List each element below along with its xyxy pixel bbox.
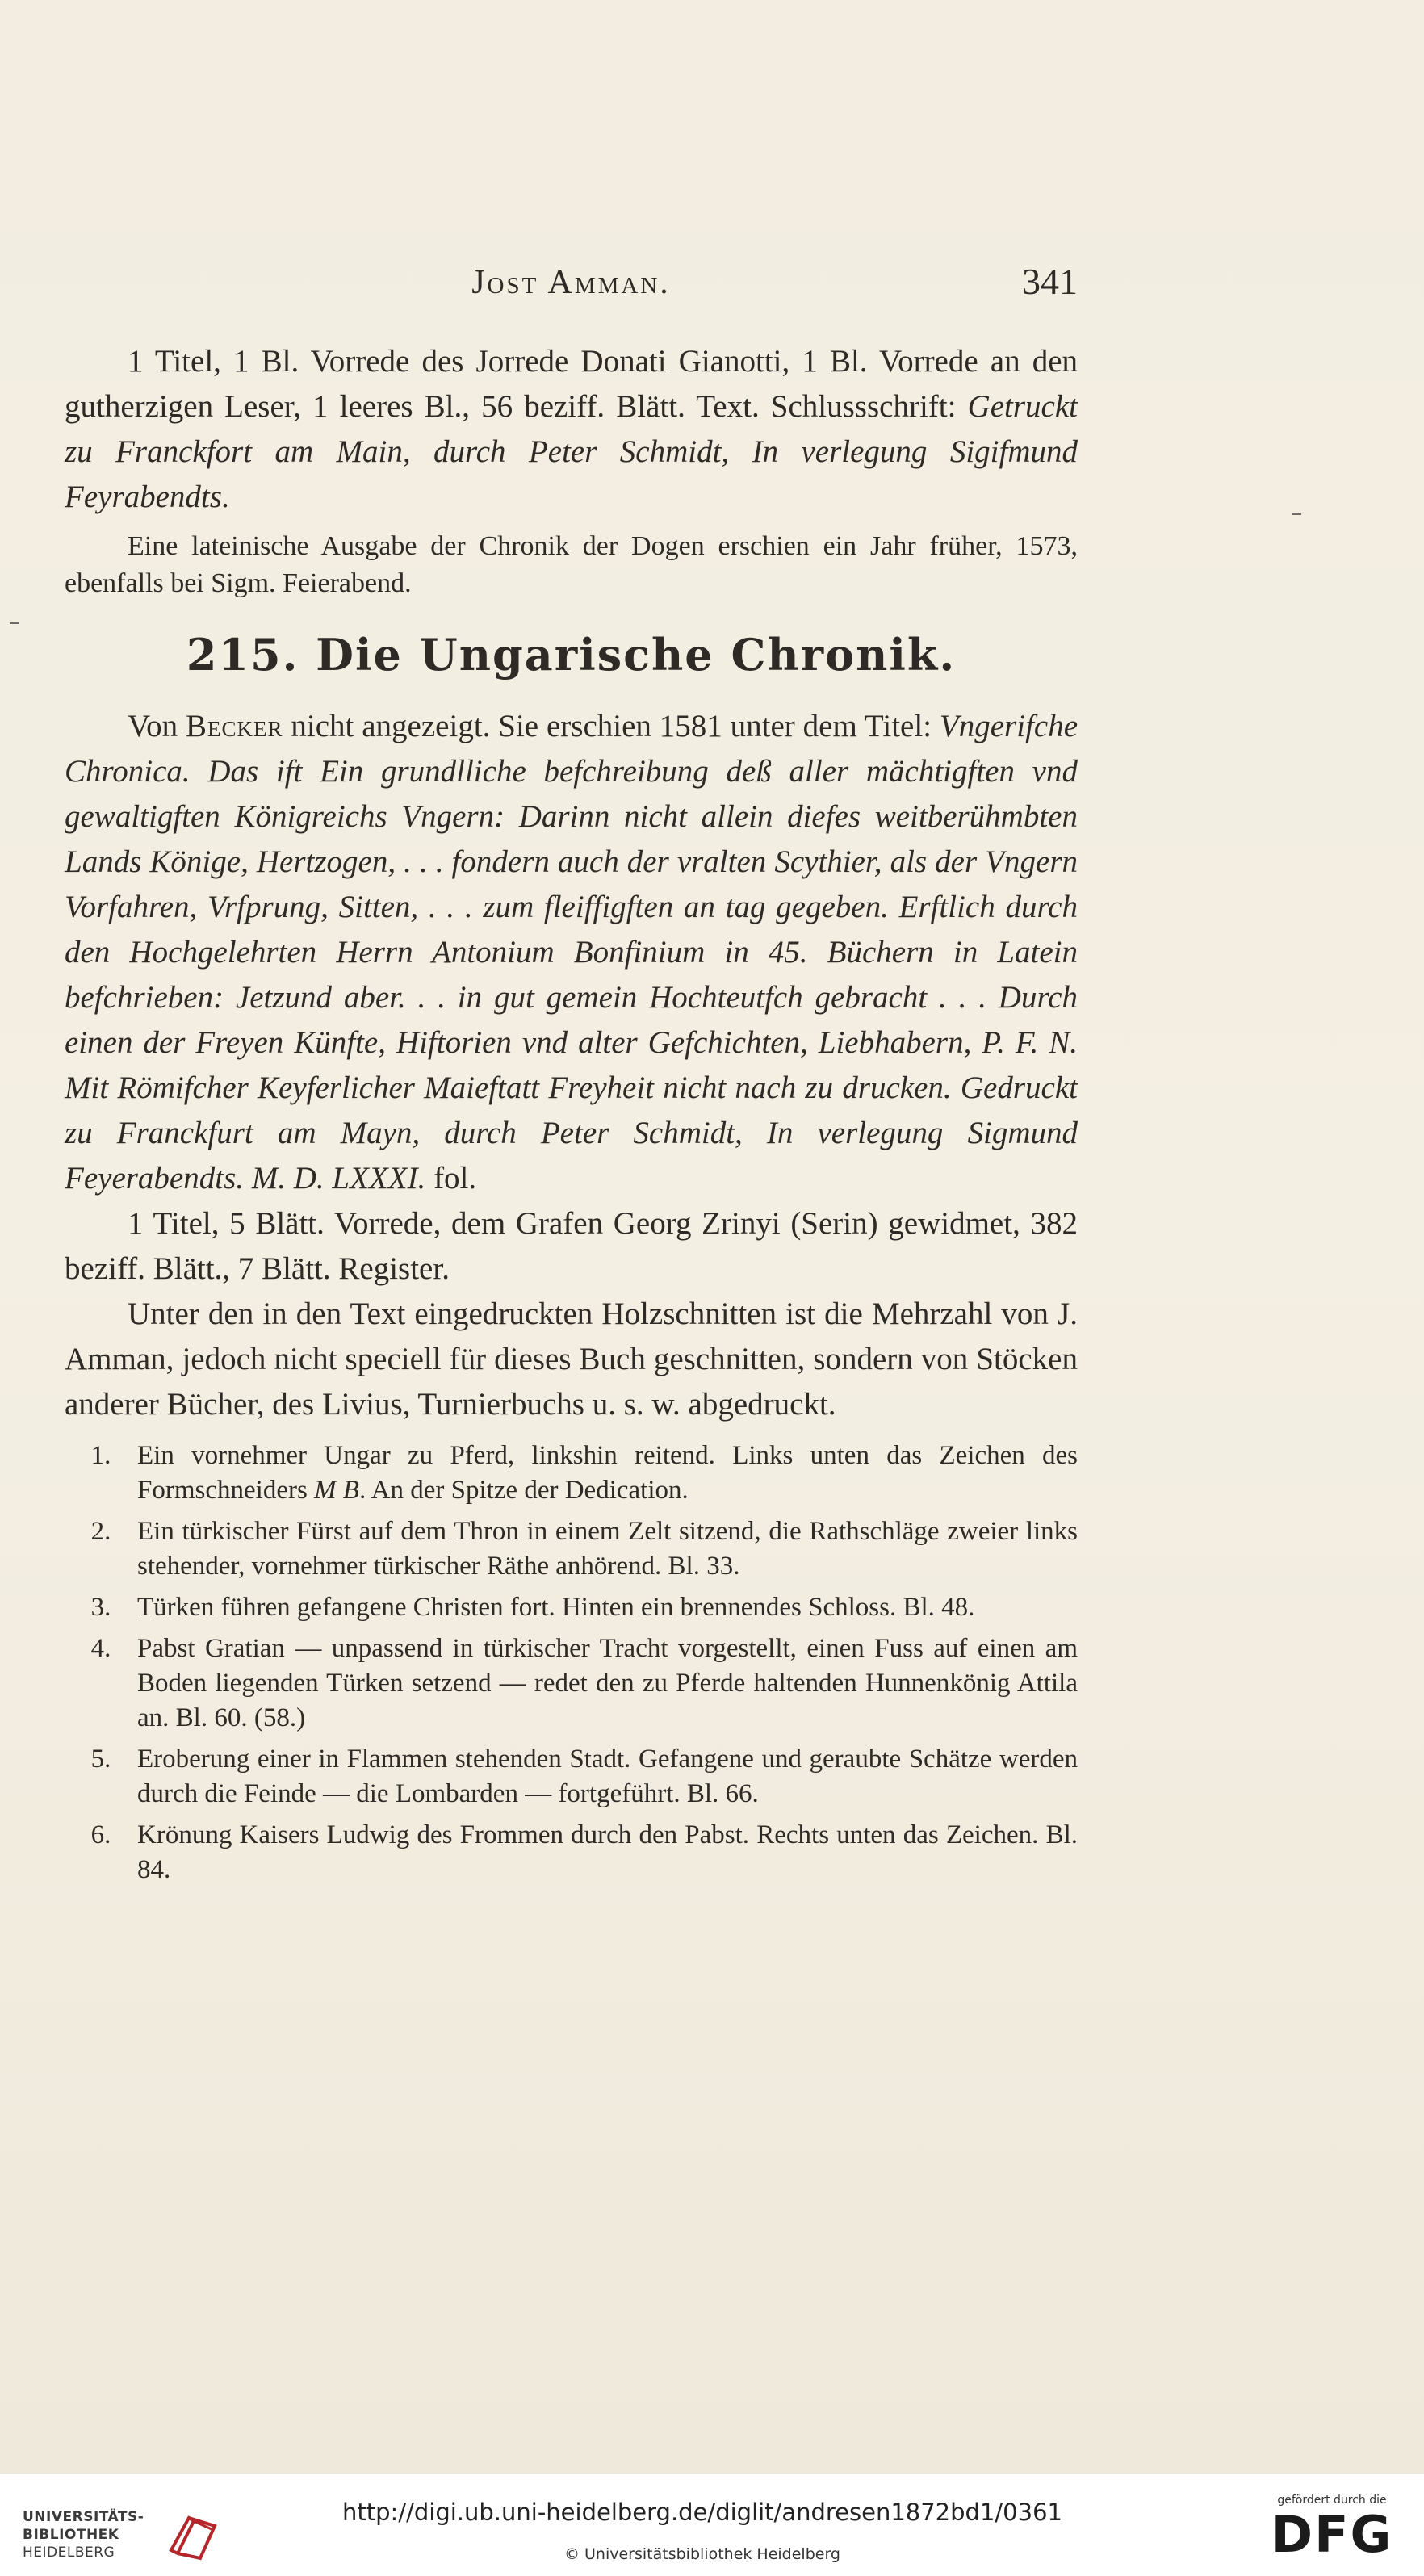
entry-number: 4.	[90, 1634, 111, 1663]
page-number: 341	[1022, 261, 1078, 302]
format-label: fol.	[433, 1161, 477, 1196]
entry-description: Ein vornehmer Ungar zu Pferd, linkshin reitend. Links unten das Zeichen des Formschneiders	[137, 1441, 1078, 1505]
entry-text	[137, 1514, 1078, 1584]
entry-number: 6.	[90, 1820, 111, 1849]
paragraph-text: 1 Titel, 1 Bl. Vorrede des Jorrede Donati Gianotti, 1 Bl. Vorrede an den gutherzigen Leser, 1 leeres Bl., 56 beziff. Blätt. Text. Schlussschrift:	[65, 344, 1078, 424]
funder-name: DFG	[1271, 2505, 1393, 2564]
paragraph-text: nicht angezeigt. Sie erschien 1581 unter dem Titel:	[291, 709, 932, 743]
woodcut-entry	[65, 1742, 1078, 1812]
paragraph-collation-2: 1 Titel, 5 Blätt. Vorrede, dem Grafen Georg Zrinyi (Serin) gewidmet, 382 beziff. Blätt., 7 Blätt. Register.	[65, 1206, 1078, 1286]
paragraph-collation	[65, 339, 1078, 520]
entry-text	[137, 1590, 1078, 1625]
paragraph-note: Eine lateinische Ausgabe der Chronik der Dogen erschien ein Jahr früher, 1573, ebenfalls bei Sigm. Feierabend.	[65, 531, 1078, 598]
library-name-line2: BIBLIOTHEK	[23, 2527, 119, 2543]
library-name-line1: UNIVERSITÄTS-	[23, 2509, 144, 2525]
margin-mark	[10, 622, 19, 624]
library-logo	[23, 2508, 200, 2568]
paragraph-text: Von	[128, 709, 178, 743]
author-name: Becker	[186, 709, 283, 743]
paragraph-italic-text: Getruckt zu Franckfort am Main, durch Peter Schmidt, In verlegung Sigifmund Feyrabendts.	[65, 389, 1078, 514]
permalink-url[interactable]: http://digi.ub.uni-heidelberg.de/diglit/andresen1872bd1/0361	[342, 2499, 1062, 2526]
woodcut-list	[65, 1439, 1078, 1887]
woodcut-entry	[65, 1631, 1078, 1736]
entry-description: Eroberung einer in Flammen stehenden Stadt. Gefangene und geraubte Schätze werden durch die Feinde — die Lombarden — fortgeführt. Bl. 66.	[137, 1745, 1078, 1808]
entry-description: Türken führen gefangene Christen fort. Hinten ein brennendes Schloss. Bl. 48.	[137, 1593, 975, 1622]
entry-tail: . An der Spitze der Dedication.	[358, 1476, 689, 1505]
paragraph-woodcuts: Unter den in den Text eingedruckten Holzschnitten ist die Mehrzahl von J. Amman, jedoch nicht speciell für dieses Buch geschnitten, sondern von Stöcken anderer Bücher, des Livius, Turnierbuchs u. s. w. abgedruckt.	[65, 1296, 1078, 1422]
woodcut-entry	[65, 1590, 1078, 1625]
margin-mark	[1292, 513, 1301, 515]
section-heading: 215. Die Ungarische Chronik.	[186, 629, 957, 681]
book-title-italic: Vngerifche Chronica. Das ift Ein grundlliche befchreibung deß aller mächtigften vnd gewaltigften Königreichs Vngern: Darinn nicht allein diefes weitberühmbten Lands Könige, Hertzogen, . . . fondern auch der vralten Scythier, als der Vngern Vorfahren, Vrfprung, Sitten, . . . zum fleiffigften an tag gegeben. Erftlich durch den Hochgelehrten Herrn Antonium Bonfinium in 45. Büchern in Latein befchrieben: Jetzund aber. . . in gut gemein Hochteutfch gebracht . . . Durch einen der Freyen Künfte, Hiftorien vnd alter Gefchichten, Liebhabern, P. F. N. Mit Römifcher Keyferlicher Maieftatt Freyheit nicht nach zu drucken. Gedruckt zu Franckfurt am Mayn, durch Peter Schmidt, In verlegung Sigmund Feyerabendts. M. D. LXXXI.	[65, 709, 1078, 1196]
monogram: M B	[314, 1476, 359, 1505]
entry-number: 1.	[90, 1441, 111, 1470]
woodcut-entry	[65, 1439, 1078, 1508]
woodcut-entry	[65, 1514, 1078, 1584]
woodcut-entry	[65, 1818, 1078, 1887]
entry-text	[137, 1818, 1078, 1887]
entry-text	[137, 1631, 1078, 1736]
running-head: Jost Amman.	[471, 264, 671, 301]
entry-description: Pabst Gratian — unpassend in türkischer Tracht vorgestellt, einen Fuss auf einen am Boden liegenden Türken setzend — redet den zu Pferde haltenden Hunnenkönig Attila an. Bl. 60. (58.)	[137, 1634, 1078, 1732]
entry-number: 5.	[90, 1745, 111, 1774]
entry-description: Ein türkischer Fürst auf dem Thron in einem Zelt sitzend, die Rathschläge zweier links stehender, vornehmer türkischer Räthe anhörend. Bl. 33.	[137, 1517, 1078, 1581]
entry-text	[137, 1439, 1078, 1508]
entry-description: Krönung Kaisers Ludwig des Frommen durch den Pabst. Rechts unten das Zeichen. Bl. 84.	[137, 1820, 1078, 1884]
book-logo-icon	[165, 2508, 221, 2565]
entry-text	[137, 1742, 1078, 1812]
copyright-notice: © Universitätsbibliothek Heidelberg	[563, 2545, 840, 2563]
funder-label: gefördert durch die	[1277, 2494, 1387, 2507]
page-header	[65, 260, 1078, 308]
entry-number: 2.	[90, 1517, 111, 1546]
funder-logo	[1259, 2494, 1405, 2566]
page-body	[65, 339, 1078, 1894]
library-name-line3: HEIDELBERG	[23, 2545, 115, 2561]
entry-number: 3.	[90, 1593, 111, 1622]
paragraph-title	[65, 704, 1078, 1201]
footer-bar	[0, 2474, 1424, 2576]
